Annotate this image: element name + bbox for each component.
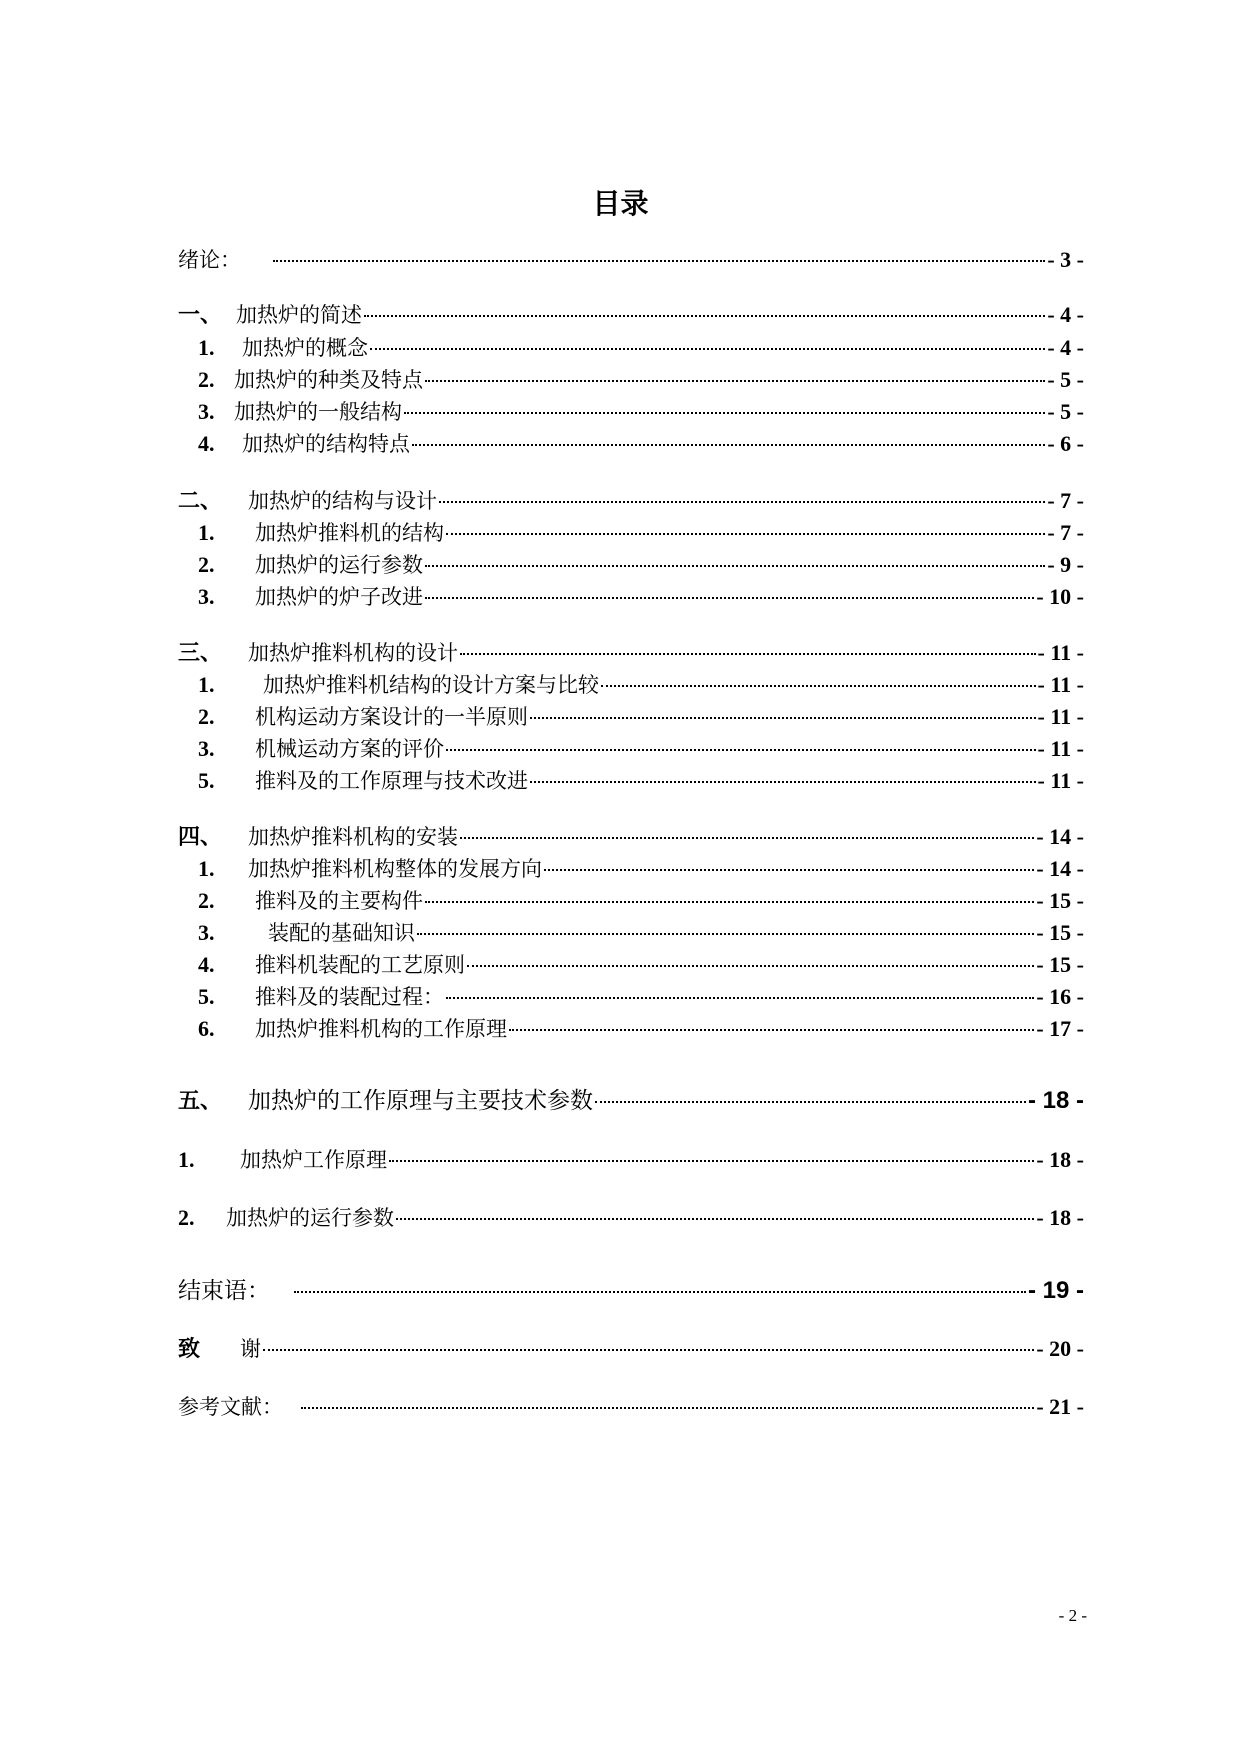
- toc-entry-page: - 17 -: [1036, 1016, 1084, 1041]
- toc-entry-page: - 20 -: [1036, 1336, 1084, 1361]
- toc-entry[interactable]: [198, 919, 1084, 947]
- toc-dot-leader: [425, 899, 1034, 903]
- toc-entry-page: - 21 -: [1036, 1394, 1084, 1419]
- toc-entry-title: 加热炉的概念: [242, 336, 368, 360]
- toc-entry-page: - 11 -: [1037, 704, 1084, 729]
- toc-dot-leader: [446, 531, 1045, 535]
- toc-entry-number: 三、: [178, 640, 223, 665]
- toc-entry-title: 装配的基础知识: [268, 921, 415, 945]
- toc-entry-page: - 15 -: [1036, 952, 1084, 977]
- toc-entry-title: 谢: [240, 1337, 261, 1361]
- toc-entry-number: 一、: [178, 302, 223, 327]
- toc-entry-number: 1.: [178, 1147, 195, 1172]
- toc-entry[interactable]: [178, 1087, 1084, 1115]
- toc-entry-page: - 11 -: [1037, 672, 1084, 697]
- toc-entry-title: 加热炉的一般结构: [234, 400, 402, 424]
- toc-entry-number: 5.: [198, 768, 215, 793]
- toc-entry-page: - 16 -: [1036, 984, 1084, 1009]
- toc-entry[interactable]: [198, 551, 1084, 579]
- toc-entry[interactable]: [178, 301, 1084, 329]
- toc-entry[interactable]: [178, 823, 1084, 851]
- toc-entry-number: 4.: [198, 952, 215, 977]
- toc-entry[interactable]: [198, 519, 1084, 547]
- toc-entry-title: 加热炉的结构特点: [242, 432, 410, 456]
- toc-entry-page: - 15 -: [1036, 888, 1084, 913]
- toc-entry-title: 结束语：: [178, 1278, 270, 1304]
- toc-entry-number: 1.: [198, 520, 215, 545]
- toc-dot-leader: [389, 1158, 1034, 1162]
- toc-entry-title: 加热炉推料机构整体的发展方向: [248, 857, 542, 881]
- toc-entry[interactable]: [198, 366, 1084, 394]
- toc-entry-page: - 7 -: [1047, 520, 1084, 545]
- toc-dot-leader: [412, 442, 1045, 446]
- toc-entry[interactable]: [178, 1204, 1084, 1232]
- toc-entry-page: - 18 -: [1036, 1205, 1084, 1230]
- toc-dot-leader: [601, 683, 1036, 687]
- toc-entry-number: 二、: [178, 488, 223, 513]
- toc-dot-leader: [425, 378, 1045, 382]
- toc-entry-number: 5.: [198, 984, 215, 1009]
- toc-dot-leader: [404, 410, 1045, 414]
- toc-entry-page: - 14 -: [1036, 856, 1084, 881]
- toc-entry-title: 加热炉的运行参数: [255, 553, 423, 577]
- toc-entry[interactable]: [198, 703, 1084, 731]
- toc-entry-number: 五、: [178, 1088, 223, 1113]
- toc-entry-page: - 18 -: [1027, 1087, 1084, 1114]
- toc-entry-number: 1.: [198, 335, 215, 360]
- toc-entry-page: - 10 -: [1036, 584, 1084, 609]
- toc-entry-title: 加热炉推料机构的安装: [248, 825, 458, 849]
- toc-entry-title: 加热炉的运行参数: [226, 1206, 394, 1230]
- toc-entry[interactable]: [178, 487, 1084, 515]
- toc-entry-number: 2.: [198, 888, 215, 913]
- toc-entry[interactable]: [198, 887, 1084, 915]
- toc-entry-title: 参考文献：: [178, 1395, 283, 1419]
- toc-dot-leader: [439, 499, 1045, 503]
- toc-entry[interactable]: [178, 639, 1084, 667]
- toc-entry[interactable]: [198, 671, 1084, 699]
- toc-entry-page: - 7 -: [1047, 488, 1084, 513]
- toc-dot-leader: [446, 995, 1034, 999]
- toc-dot-leader: [425, 563, 1045, 567]
- toc-entry-number: 1.: [198, 672, 215, 697]
- toc-entry-page: - 14 -: [1036, 824, 1084, 849]
- toc-entry-number: 四、: [178, 824, 223, 849]
- toc-dot-leader: [446, 747, 1036, 751]
- toc-entry-number: 2.: [198, 552, 215, 577]
- toc-entry[interactable]: [198, 398, 1084, 426]
- toc-dot-leader: [370, 346, 1045, 350]
- toc-entry[interactable]: [198, 583, 1084, 611]
- toc-entry-number: 2.: [198, 367, 215, 392]
- toc-entry-title: 加热炉的工作原理与主要技术参数: [248, 1088, 593, 1114]
- toc-entry-title: 机构运动方案设计的一半原则: [255, 705, 528, 729]
- toc-entry-number: 6.: [198, 1016, 215, 1041]
- toc-entry[interactable]: [198, 1015, 1084, 1043]
- toc-dot-leader: [425, 595, 1034, 599]
- toc-dot-leader: [544, 867, 1034, 871]
- toc-dot-leader: [294, 1289, 1026, 1293]
- toc-entry-title: 加热炉的种类及特点: [234, 368, 423, 392]
- toc-dot-leader: [460, 835, 1034, 839]
- toc-entry-number: 1.: [198, 856, 215, 881]
- toc-entry[interactable]: [198, 855, 1084, 883]
- toc-entry[interactable]: [178, 1393, 1084, 1421]
- toc-entry-number: 3.: [198, 584, 215, 609]
- toc-entry-title: 推料及的主要构件: [255, 889, 423, 913]
- toc-entry-page: - 11 -: [1037, 640, 1084, 665]
- toc-entry-title: 加热炉工作原理: [240, 1148, 387, 1172]
- toc-entry-title: 加热炉的结构与设计: [248, 489, 437, 513]
- toc-dot-leader: [263, 1347, 1034, 1351]
- toc-entry-title: 加热炉的简述: [236, 303, 362, 327]
- toc-dot-leader: [509, 1027, 1034, 1031]
- toc-entry-page: - 9 -: [1047, 552, 1084, 577]
- toc-entry[interactable]: [178, 1277, 1084, 1305]
- toc-entry-page: - 3 -: [1047, 247, 1084, 272]
- toc-entry-page: - 18 -: [1036, 1147, 1084, 1172]
- toc-entry[interactable]: [198, 735, 1084, 763]
- toc-entry-title: 机械运动方案的评价: [255, 737, 444, 761]
- page-number: - 2 -: [1058, 1606, 1087, 1625]
- toc-entry-page: - 19 -: [1027, 1277, 1084, 1304]
- toc-dot-leader: [460, 651, 1036, 655]
- toc-dot-leader: [273, 258, 1045, 262]
- toc-entry-number: 2.: [178, 1205, 195, 1230]
- toc-entry-title: 推料机装配的工艺原则: [255, 953, 465, 977]
- toc-dot-leader: [595, 1099, 1026, 1103]
- toc-entry[interactable]: [198, 334, 1084, 362]
- toc-entry-title: 推料及的装配过程：: [255, 985, 444, 1009]
- toc-entry-page: - 5 -: [1047, 399, 1084, 424]
- toc-entry-page: - 15 -: [1036, 920, 1084, 945]
- toc-entry-title: 绪论：: [178, 248, 241, 272]
- toc-entry-page: - 4 -: [1047, 335, 1084, 360]
- toc-entry[interactable]: [178, 246, 1084, 274]
- toc-entry[interactable]: [178, 1146, 1084, 1174]
- toc-entry-number: 3.: [198, 399, 215, 424]
- toc-entry-number: 4.: [198, 431, 215, 456]
- toc-entry-title: 推料及的工作原理与技术改进: [255, 769, 528, 793]
- toc-dot-leader: [530, 779, 1036, 783]
- toc-entry-title: 加热炉推料机的结构: [255, 521, 444, 545]
- toc-entry-page: - 11 -: [1037, 736, 1084, 761]
- toc-entry-number: 3.: [198, 736, 215, 761]
- toc-entry-page: - 5 -: [1047, 367, 1084, 392]
- toc-entry-title: 加热炉推料机构的工作原理: [255, 1017, 507, 1041]
- toc-dot-leader: [364, 313, 1045, 317]
- toc-title: 目录: [592, 187, 649, 220]
- toc-entry-title: 加热炉推料机构的设计: [248, 641, 458, 665]
- toc-entry-title: 加热炉的炉子改进: [255, 585, 423, 609]
- toc-dot-leader: [417, 931, 1034, 935]
- toc-dot-leader: [467, 963, 1034, 967]
- toc-entry-number: 致: [178, 1336, 201, 1361]
- toc-entry-number: 3.: [198, 920, 215, 945]
- toc-entry-page: - 11 -: [1037, 768, 1084, 793]
- toc-entry[interactable]: [178, 1335, 1084, 1363]
- toc-entry[interactable]: [198, 430, 1084, 458]
- toc-entry[interactable]: [198, 983, 1084, 1011]
- toc-dot-leader: [396, 1216, 1034, 1220]
- toc-entry[interactable]: [198, 767, 1084, 795]
- toc-entry-title: 加热炉推料机结构的设计方案与比较: [263, 673, 599, 697]
- toc-dot-leader: [301, 1405, 1034, 1409]
- toc-entry-page: - 6 -: [1047, 431, 1084, 456]
- toc-entry[interactable]: [198, 951, 1084, 979]
- toc-entry-page: - 4 -: [1047, 302, 1084, 327]
- toc-dot-leader: [530, 715, 1036, 719]
- toc-entry-number: 2.: [198, 704, 215, 729]
